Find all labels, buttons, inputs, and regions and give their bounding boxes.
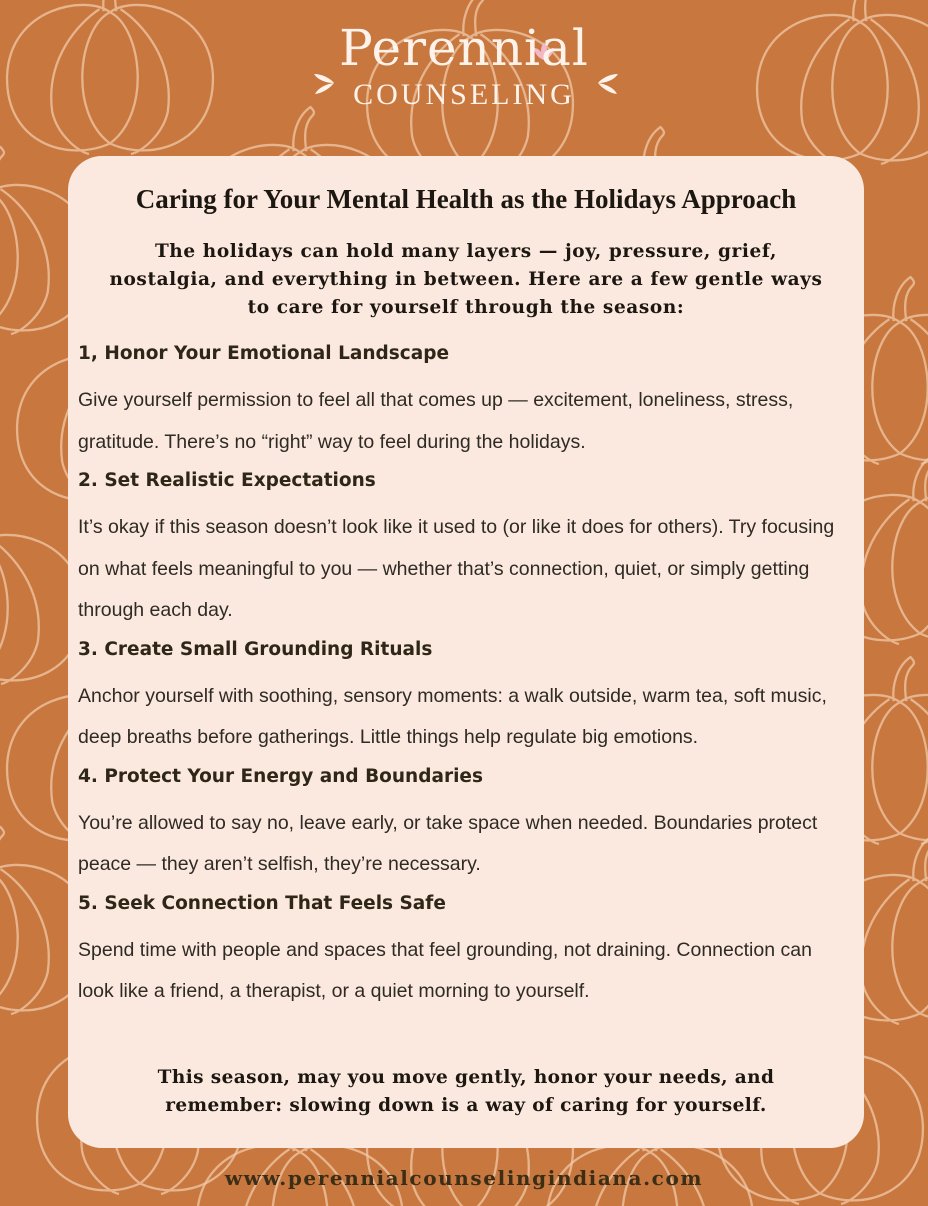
brand-subtitle: COUNSELING [353, 78, 575, 111]
tip-item [78, 469, 848, 632]
tip-heading: 3. Create Small Grounding Rituals [78, 638, 433, 660]
tip-heading: 4. Protect Your Energy and Boundaries [78, 765, 483, 787]
brand-logo [0, 18, 928, 112]
tip-heading: 2. Set Realistic Expectations [78, 470, 376, 491]
tip-body: Give yourself permission to feel all that comes up — excitement, loneliness, stress, gratitude. There’s no “right” way to feel during the holidays. [78, 389, 794, 453]
tip-heading: 5. Seek Connection That Feels Safe [78, 892, 446, 914]
tip-body: It’s okay if this season doesn’t look like it used to (or like it does for others). Try focusing on what feels meaningful to you — whether that’s connection, quiet, or simply getting through each day. [78, 516, 835, 621]
tip-item [78, 765, 848, 886]
tip-item [78, 638, 848, 759]
tip-body: You’re allowed to say no, leave early, or take space when needed. Boundaries protect peace — they aren’t selfish, they’re necessary. [78, 811, 818, 875]
brand-name: Perennial [339, 19, 589, 77]
tips-list [78, 342, 848, 1019]
intro-text: The holidays can hold many layers — joy, pressure, grief, nostalgia, and everything in between. Here are a few gentle ways to care for yourself through the season: [109, 241, 823, 318]
tip-body: Spend time with people and spaces that feel grounding, not draining. Connection can look like a friend, a therapist, or a quiet morning to yourself. [78, 938, 812, 1002]
card-title: Caring for Your Mental Health as the Holidays Approach [135, 184, 797, 214]
website-link[interactable]: www.perennialcounselingindiana.com [224, 1166, 704, 1190]
tip-item [78, 892, 848, 1013]
leaf-sprig-icon [312, 68, 336, 98]
tip-heading: 1, Honor Your Emotional Landscape [78, 343, 450, 364]
closing-text: This season, may you move gently, honor your needs, and remember: slowing down is a way of caring for yourself. [157, 1067, 775, 1116]
leaf-sprig-icon [596, 68, 620, 98]
tip-body: Anchor yourself with soothing, sensory moments: a walk outside, warm tea, soft music, deep breaths before gatherings. Little things help regulate big emotions. [78, 684, 827, 748]
tip-item [78, 342, 848, 463]
content-card [68, 156, 864, 1148]
